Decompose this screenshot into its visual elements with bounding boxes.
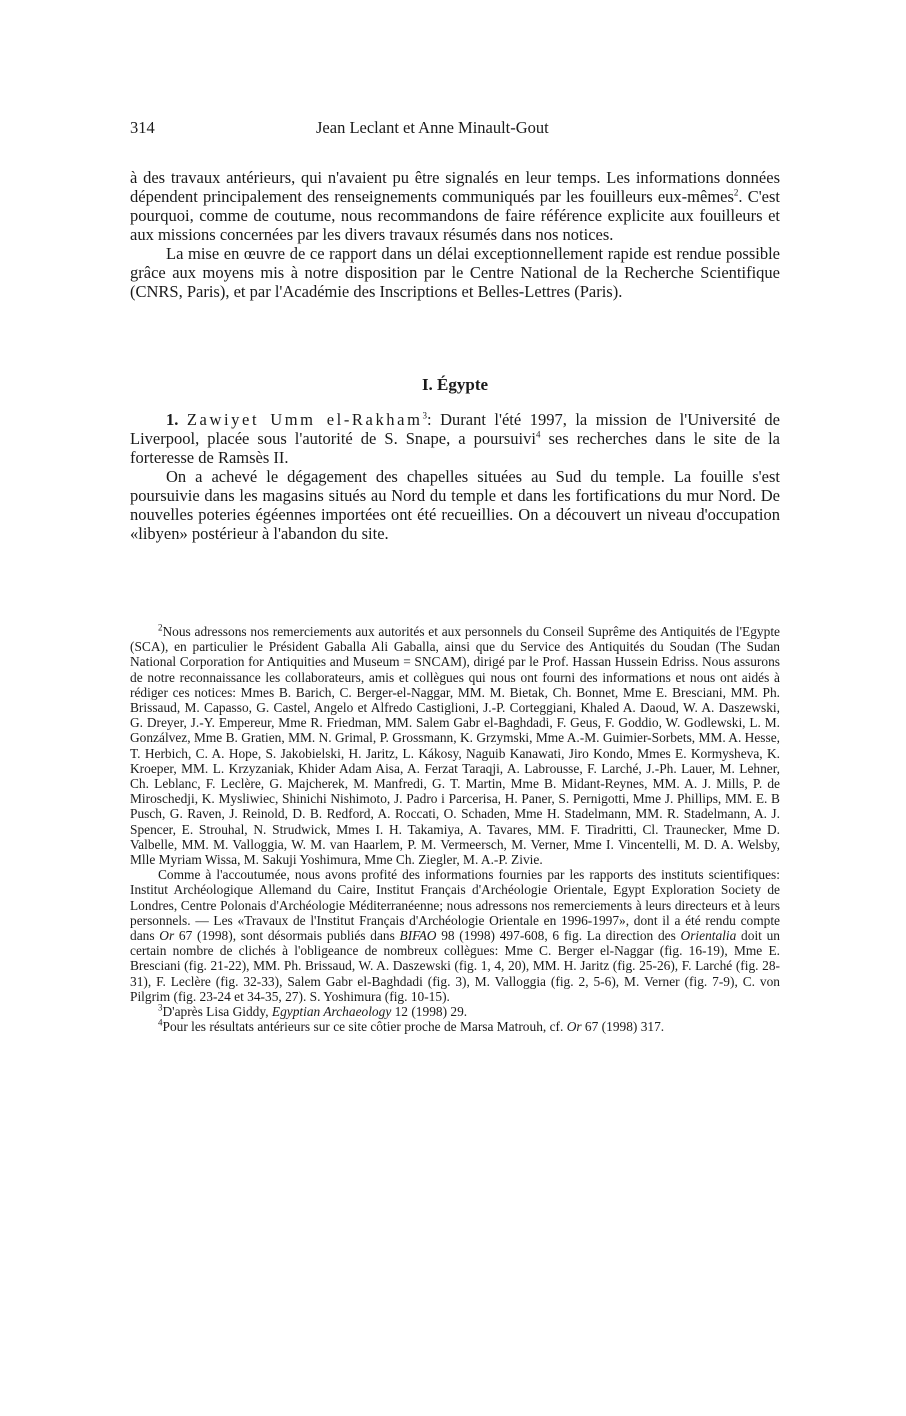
footnote-ref-4: 4: [535, 429, 541, 440]
footnote-3: $^3$D'après Lisa Giddy, Egyptian Archaeology 12 (1998) 29.: [158, 1002, 468, 1020]
entry-paragraph-1: 1. Zawiyet Umm el-Rakham$^3$: Durant l'été 1997, la mission de l'Université de Liverpool, placée sous l'autorité de S. Snape, a poursuivi$^4$ ses recherches dans le site de la forteresse de Ramsès II.: [130, 410, 780, 467]
intro-paragraph-2: La mise en œuvre de ce rapport dans un délai exceptionnellement rapide est rendue possible grâce aux moyens mis à notre disposition par le Centre National de la Recherche Scientifique (CNRS, Paris), et par l'Académie des Inscriptions et Belles-Lettres (Paris).: [130, 244, 780, 301]
intro-paragraph-1: à des travaux antérieurs, qui n'avaient pu être signalés en leur temps. Les informations données dépendent principalement des renseignements communiqués par les fouilleurs eux-mêmes$^2$. C'est pourquoi, comme de coutume, nous recommandons de faire référence explicite aux fouilleurs et aux missions concernées par les divers travaux résumés dans nos notices.: [130, 168, 780, 244]
running-title: Jean Leclant et Anne Minault-Gout: [316, 118, 549, 137]
entry-paragraph-2: On a achevé le dégagement des chapelles situées au Sud du temple. La fouille s'est poursuivie dans les magasins situés au Nord du temple et dans les fortifications du mur Nord. De nouvelles poteries égéennes importées ont été recueillies. On a découvert un niveau d'occupation «libyen» postérieur à l'abandon du site.: [130, 467, 780, 543]
footnote-mark-4: 4: [158, 1017, 163, 1028]
footnote-mark-3: 3: [158, 1002, 163, 1013]
footnotes: [130, 624, 780, 1034]
footnote-mark-2: 2: [158, 622, 163, 633]
footnote-4: $^4$Pour les résultats antérieurs sur ce site côtier proche de Marsa Matrouh, cf. Or 67 (1998) 317.: [158, 1017, 665, 1035]
site-name: Zawiyet Umm el-Rakham: [186, 410, 423, 429]
section-text: [130, 410, 780, 543]
section-heading: I. Égypte: [421, 375, 489, 394]
footnote-2: $^2$Nous adressons nos remerciements aux autorités et aux personnels du Conseil Suprême des Antiquités de l'Egypte (SCA), en particulier le Président Gaballa Ali Gaballa, ainsi que du Service des Antiquités du Soudan (The Sudan National Corporation for Antiquities and Museum = SNCAM), dirigé par le Prof. Hassan Hussein Edriss. Nous assurons de notre reconnaissance les collaborateurs, amis et collègues qui nous ont fourni des informations et nous ont aidés à rédiger ces notices: Mmes B. Barich, C. Berger-el-Naggar, MM. M. Bietak, Ch. Bonnet, Mme E. Bresciani, MM. Ph. Brissaud, M. Capasso, G. Castel, Angelo et Alfredo Castiglioni, J.-P. Corteggiani, Khaled A. Daoud, W. A. Daszewski, G. Dreyer, J.-Y. Empereur, Mme R. Friedman, MM. Salem Gabr el-Baghdadi, F. Geus, F. Goddio, W. Godlewski, L. M. Gonzálvez, Mme B. Gratien, MM. N. Grimal, P. Grossmann, K. Grzymski, Mme A.-M. Guimier-Sorbets, MM. A. Hesse, T. Herbich, C. A. Hope, S. Jakobielski, H. Jaritz, L. Kákosy, Naguib Kanawati, Jiro Kondo, Mmes E. Kormysheva, K. Kroeper, MM. L. Krzyzaniak, Khider Adam Aisa, A. Ferzat Taraqji, A. Labrousse, F. Larché, J.-Ph. Lauer, M. Lehner, Ch. Leblanc, F. Leclère, G. Majcherek, M. Manfredi, G. T. Martin, Mme B. Midant-Reynes, MM. A. J. Mills, P. de Miroschedji, K. Mysliwiec, Shinichi Nishimoto, J. Padro i Parcerisa, H. Paner, S. Pernigotti, Mme J. Phillips, MM. E. B Pusch, G. Raven, J. Reinold, D. B. Redford, A. Roccati, O. Schaden, Mme H. Stadelmann, MM. R. Stadelmann, A. J. Spencer, E. Strouhal, N. Strudwick, Mmes I. H. Takamiya, A. Tavares, MM. F. Tiradritti, Cl. Traunecker, Mme D. Valbelle, MM. M. Valloggia, W. M. van Haarlem, P. M. Vermeersch, M. Verner, Mme I. Vincentelli, M. D. A. Welsby, Mlle Myriam Wissa, M. Sakuji Yoshimura, Mme Ch. Ziegler, M. A.-P. Zivie.: [130, 622, 780, 868]
entry-number: 1.: [166, 410, 179, 429]
intro-text: [130, 168, 780, 301]
footnote-ref-2: 2: [733, 187, 739, 198]
footnote-2-continued: Comme à l'accoutumée, nous avons profité des informations fournies par les rapports des instituts scientifiques: Institut Archéologique Allemand du Caire, Institut Français d'Archéologie Orientale, Egypt Exploration Society de Londres, Centre Polonais d'Archéologie Méditerranéenne; nous adressons nos remerciements à leurs directeurs et à leurs personnels. — Les «Travaux de l'Institut Français d'Archéologie Orientale en 1996-1997», dont il a été rendu compte dans Or 67 (1998), sont désormais publiés dans BIFAO 98 (1998) 497-608, 6 fig. La direction des Orientalia doit un certain nombre de clichés à l'obligeance de nombreux collègues: Mme C. Berger el-Naggar (fig. 16-19), Mme E. Bresciani (fig. 21-22), MM. Ph. Brissaud, W. A. Daszewski (fig. 1, 4, 20), MM. H. Jaritz (fig. 25-26), F. Larché (fig. 28-31), F. Leclère (fig. 32-33), Salem Gabr el-Baghdadi (fig. 3), M. Valloggia (fig. 2, 5-6), M. Verner (fig. 7-9), C. von Pilgrim (fig. 23-24 et 34-35, 27). S. Yoshimura (fig. 10-15).: [130, 867, 780, 1004]
page-number: 314: [130, 118, 155, 137]
footnote-ref-3: 3: [422, 410, 428, 421]
